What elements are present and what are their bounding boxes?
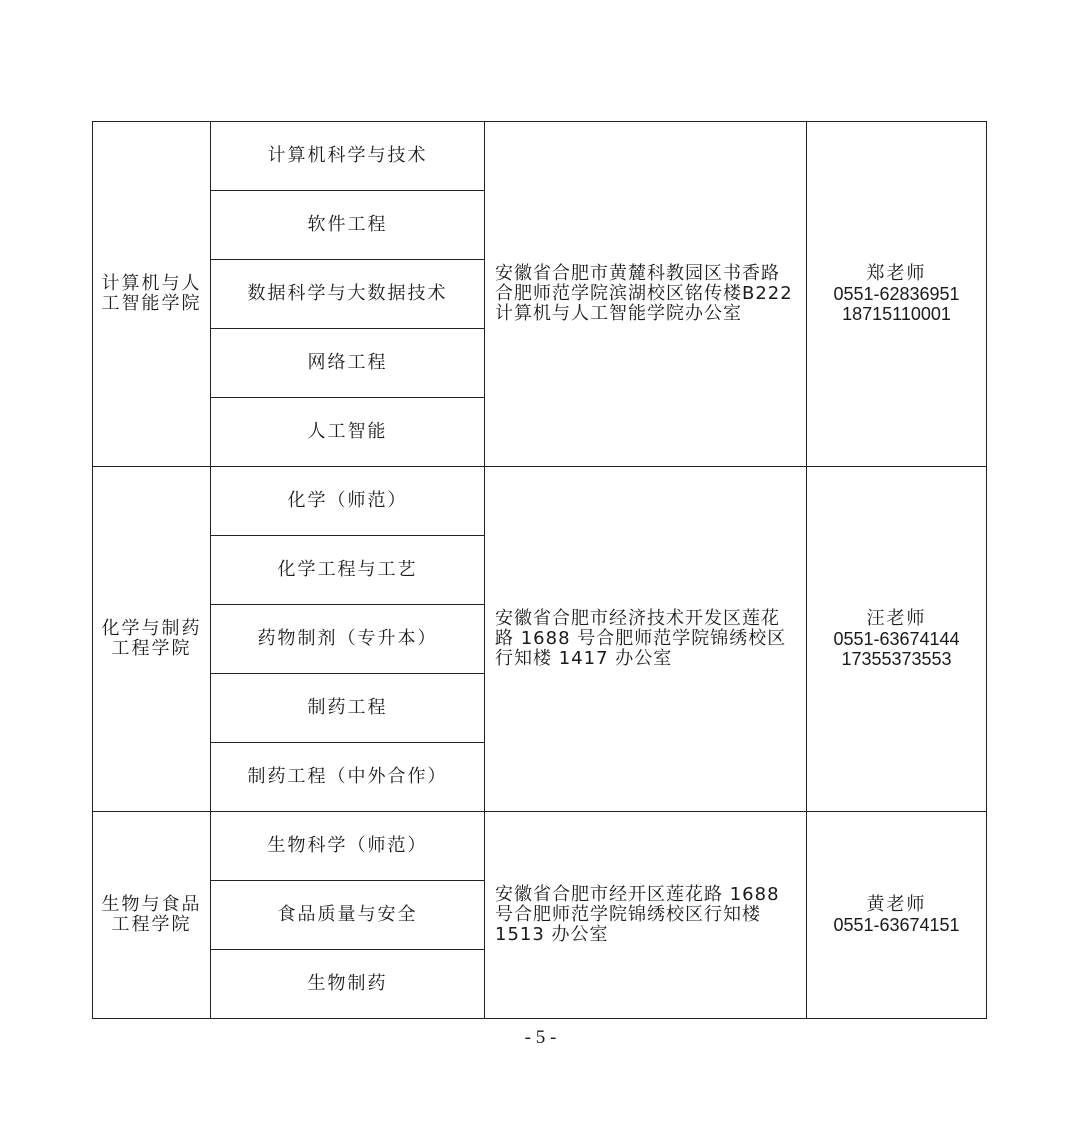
contact-cell xyxy=(807,467,987,812)
major-cell: 网络工程 xyxy=(211,329,485,398)
major-cell: 人工智能 xyxy=(211,398,485,467)
major-cell: 食品质量与安全 xyxy=(211,881,485,950)
contact-name: 汪老师 xyxy=(866,608,927,629)
contact-phone: 0551-63674144 xyxy=(833,629,960,649)
major-cell: 制药工程（中外合作） xyxy=(211,743,485,812)
contact-phone: 0551-63674151 xyxy=(833,915,960,935)
major-cell: 化学（师范） xyxy=(211,467,485,536)
major-cell: 药物制剂（专升本） xyxy=(211,605,485,674)
major-cell: 生物制药 xyxy=(211,950,485,1019)
major-cell: 化学工程与工艺 xyxy=(211,536,485,605)
major-cell: 计算机科学与技术 xyxy=(211,122,485,191)
page-number: - 5 - xyxy=(524,1027,557,1048)
contact-name: 黄老师 xyxy=(866,894,927,915)
table-row xyxy=(93,122,987,191)
table-row xyxy=(93,467,987,536)
contact-phone: 18715110001 xyxy=(842,304,951,324)
table-row xyxy=(93,812,987,881)
contact-phone: 0551-62836951 xyxy=(833,284,960,304)
contact-name: 郑老师 xyxy=(866,263,927,284)
admissions-contact-table xyxy=(92,121,987,1019)
address-cell: 安徽省合肥市黄麓科教园区书香路合肥师范学院滨湖校区铭传楼B222计算机与人工智能学院办公室 xyxy=(485,122,807,467)
address-cell: 安徽省合肥市经济技术开发区莲花路 1688 号合肥师范学院锦绣校区行知楼 1417 办公室 xyxy=(485,467,807,812)
major-cell: 软件工程 xyxy=(211,191,485,260)
college-name-cell: 计算机与人工智能学院 xyxy=(93,122,211,467)
college-name-cell: 化学与制药工程学院 xyxy=(93,467,211,812)
major-cell: 生物科学（师范） xyxy=(211,812,485,881)
address-cell: 安徽省合肥市经开区莲花路 1688 号合肥师范学院锦绣校区行知楼 1513 办公室 xyxy=(485,812,807,1019)
contact-cell xyxy=(807,812,987,1019)
contact-phone: 17355373553 xyxy=(841,649,952,669)
major-cell: 制药工程 xyxy=(211,674,485,743)
college-name-cell: 生物与食品工程学院 xyxy=(93,812,211,1019)
contact-cell xyxy=(807,122,987,467)
major-cell: 数据科学与大数据技术 xyxy=(211,260,485,329)
